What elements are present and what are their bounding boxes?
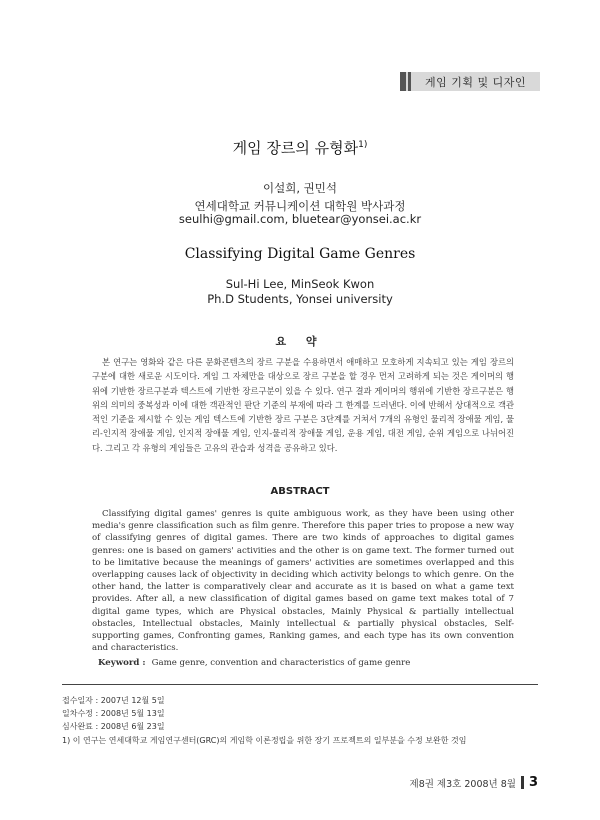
abstract-heading: ABSTRACT	[270, 486, 330, 497]
journal-issue: 제8권 제3호 2008년 8월	[409, 778, 516, 790]
abstract-body: Classifying digital games' genres is quite ambiguous work, as they have been using other media's genre classification such as film genre. Therefore this paper tries to propose a new way of classifying genres of digital games. There are two kinds of approaches to digital games genres: one is based on gamers' activities and the other is on game text. The former turned out to be limitative because the meanings of gamers' activities are sometimes overlapped and this overlapping causes lack of objectivity in deciding which activity belongs to which genre. On the other hand, the latter is comparatively clear and accurate as it is based on what a game text provides. After all, a new classification of digital games based on game text makes total of 7 digital game types, which are Physical obstacles, Mainly Physical & partially intellectual obstacles, Intellectual obstacles, Mainly intellectual & partially physical obstacles, Self-supporting games, Confronting games, Ranking games, and each type has its own convention and characteristics.	[92, 509, 514, 654]
author-emails: seulhi@gmail.com, bluetear@yonsei.ac.kr	[178, 212, 422, 226]
title-footnote-mark: 1)	[358, 140, 368, 150]
footnote-acknowledgement: 1) 이 연구는 연세대학교 게임연구센터(GRC)의 게임학 이론정립을 위한 장기 프로젝트의 일부분을 수정 보완한 것임	[62, 735, 467, 745]
footnote-accepted: 심사완료 : 2008년 6월 23일	[62, 722, 165, 732]
footer-bar-decoration	[521, 776, 524, 789]
authors-korean: 이설희, 권민석	[263, 181, 337, 195]
authors-english: Sul-Hi Lee, MinSeok Kwon	[225, 277, 375, 291]
paper-title-korean-text: 게임 장르의 유형화	[232, 139, 359, 157]
footnotes	[62, 694, 538, 747]
keyword-label: Keyword :	[98, 658, 146, 668]
page-footer	[410, 775, 538, 790]
summary-body: 본 연구는 영화와 같은 다른 문화콘텐츠의 장르 구분을 수용하면서 애매하고 모호하게 지속되고 있는 게임 장르의 구분에 대한 새로운 시도이다. 게임 그 자체만을 대상으로 장르 구분을 할 경우 먼저 고려하게 되는 것은 게이머의 행위에 기반한 장르구분과 텍스트에 기반한 장르구분이 있을 수 있다. 연구 결과 게이머의 행위에 기반한 장르구분은 행위의 의미의 중복성과 이에 대한 객관적인 판단 기준의 부재에 따라 그 한계를 드러낸다. 이에 반해서 상대적으로 객관적인 기준을 제시할 수 있는 게임 텍스트에 기반한 장르 구분은 3단계를 거쳐서 7개의 유형인 물리적 장애물 게임, 물리-인지적 장애물 게임, 인지적 장애물 게임, 인지-물리적 장애물 게임, 운용 게임, 대전 게임, 순위 게임으로 나뉘어진다. 그리고 각 유형의 게임들은 고유의 관습과 성격을 공유하고 있다.	[92, 357, 514, 453]
footnote-received: 접수일자 : 2007년 12월 5일	[62, 696, 165, 705]
page-number: 3	[528, 775, 538, 790]
affiliation-english: Ph.D Students, Yonsei university	[207, 292, 393, 306]
affiliation-korean: 연세대학교 커뮤니케이션 대학원 박사과정	[194, 199, 406, 213]
paper-title-english: Classifying Digital Game Genres	[184, 246, 416, 262]
paper-title-korean	[0, 137, 600, 158]
keyword-text: Game genre, convention and characteristics of game genre	[151, 658, 411, 668]
keyword-line	[98, 658, 518, 668]
footnote-revised: 일차수정 : 2008년 5월 13일	[62, 709, 165, 719]
summary-heading: 요 약	[275, 335, 325, 348]
footnote-divider	[62, 684, 538, 685]
banner-bars-decoration	[400, 72, 411, 91]
section-category: 게임 기획 및 디자인	[425, 75, 526, 89]
section-banner	[400, 72, 540, 91]
